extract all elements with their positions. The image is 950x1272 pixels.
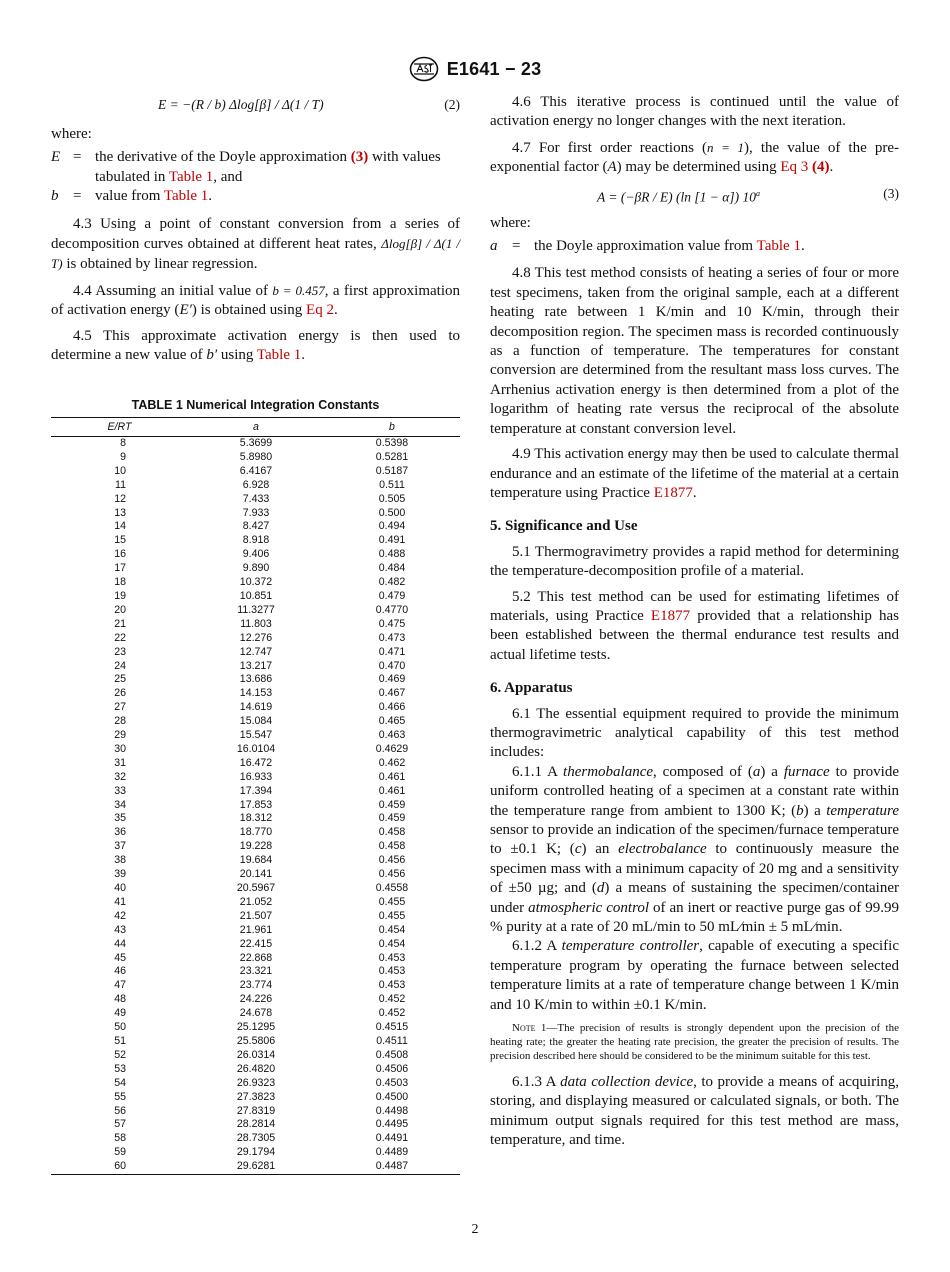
- table-row: [51, 604, 460, 618]
- table-row: [51, 465, 460, 479]
- cell-e-rt: 26: [114, 687, 126, 700]
- cell-e-rt: 46: [114, 965, 126, 978]
- cell-a: 27.3823: [236, 1090, 276, 1103]
- cell-a: 22.868: [239, 951, 273, 964]
- cell-b: 0.4506: [375, 1062, 409, 1075]
- cell-e-rt: 10: [114, 464, 126, 477]
- cell-a: 14.153: [239, 687, 273, 700]
- cell-b: 0.456: [378, 854, 406, 867]
- cell-e-rt: 17: [114, 562, 126, 575]
- cell-a: 26.0314: [236, 1048, 276, 1061]
- definition-text: with values tabulated in: [95, 149, 441, 185]
- cell-a: 20.141: [239, 868, 273, 881]
- cell-e-rt: 15: [114, 534, 126, 547]
- table-row: [51, 534, 460, 548]
- table-link[interactable]: Table 1: [256, 347, 302, 364]
- equation-2-formula: E = −(R / b) Δlog[β] / Δ(1 / T): [158, 97, 324, 112]
- cell-a: 11.803: [240, 617, 272, 630]
- cell-b: 0.453: [378, 951, 406, 964]
- cell-b: 0.4500: [375, 1090, 409, 1103]
- table-row: [51, 618, 460, 632]
- cell-e-rt: 40: [114, 882, 126, 894]
- table-row: [51, 1021, 460, 1035]
- reference-link[interactable]: (4): [812, 159, 830, 176]
- cell-a: 7.933: [242, 506, 270, 519]
- cell-a: 7.433: [242, 492, 270, 505]
- paragraph-4-5: 4.5 This approximate activation energy is then used to determine a new value of b′ using Table 1.: [51, 327, 460, 364]
- cell-e-rt: 27: [114, 701, 126, 714]
- cell-b: 0.462: [378, 756, 406, 769]
- cell-a: 16.933: [239, 770, 273, 783]
- cell-b: 0.470: [378, 659, 406, 672]
- page-header: [0, 56, 950, 82]
- cell-a: 9.890: [242, 562, 270, 575]
- table-row: [51, 1105, 460, 1119]
- cell-b: 0.452: [378, 993, 406, 1006]
- cell-a: 24.226: [239, 993, 273, 1006]
- cell-b: 0.4770: [375, 603, 409, 616]
- cell-e-rt: 34: [114, 798, 126, 811]
- cell-e-rt: 22: [114, 631, 126, 644]
- cell-e-rt: 43: [114, 923, 126, 936]
- cell-b: 0.467: [378, 687, 406, 700]
- table-row: [51, 590, 460, 604]
- cell-e-rt: 14: [114, 520, 126, 533]
- equation-2-number: (2): [444, 97, 460, 112]
- table-link[interactable]: Table 1: [163, 188, 209, 205]
- header-e-rt: E/RT: [51, 418, 188, 437]
- cell-a: 20.5967: [236, 882, 276, 894]
- table-row: [51, 1118, 460, 1132]
- paragraph-6-1-3: 6.1.3 A data collection device, to provide a means of acquiring, storing, and displaying measured or calculated signals, or both. The minimum output signals required for this test method are mass, temperature, and time.: [490, 1074, 900, 1149]
- table-row: [51, 562, 460, 576]
- cell-e-rt: 51: [114, 1034, 126, 1047]
- table-row: [51, 826, 460, 840]
- cell-e-rt: 48: [114, 993, 126, 1006]
- cell-e-rt: 25: [114, 673, 126, 686]
- cell-b: 0.4498: [375, 1104, 409, 1117]
- cell-b: 0.466: [378, 701, 406, 714]
- cell-a: 28.2814: [236, 1118, 276, 1131]
- cell-e-rt: 50: [114, 1021, 126, 1034]
- table-row: [51, 479, 460, 493]
- cell-e-rt: 11: [115, 478, 126, 491]
- cell-b: 0.4629: [375, 742, 409, 755]
- table-row: [51, 785, 460, 799]
- table-row: [51, 451, 460, 465]
- equation-3-formula: A = (−βR / E) (ln [1 − α]) 10$^a$: [597, 188, 761, 205]
- cell-a: 19.684: [239, 854, 273, 867]
- cell-e-rt: 58: [114, 1132, 126, 1145]
- cell-b: 0.454: [378, 937, 406, 950]
- cell-b: 0.511: [379, 478, 405, 491]
- cell-e-rt: 47: [114, 979, 126, 992]
- table-row: [51, 437, 460, 451]
- definition-symbol: a: [490, 238, 498, 255]
- cell-a: 5.3699: [239, 437, 273, 449]
- cell-e-rt: 31: [114, 756, 126, 769]
- table-row: [51, 646, 460, 660]
- cell-a: 22.415: [239, 937, 273, 950]
- cell-b: 0.5398: [375, 437, 409, 449]
- cell-b: 0.5281: [375, 450, 409, 463]
- table-row: [51, 882, 460, 896]
- cell-e-rt: 36: [114, 826, 126, 839]
- equation-3: [490, 184, 899, 206]
- cell-a: 16.0104: [236, 742, 276, 755]
- table-row: [51, 965, 460, 979]
- paragraph-6-1: 6.1 The essential equipment required to provide the minimum thermogravimetric analytical capability of this test method includes:: [490, 705, 899, 761]
- cell-a: 6.4167: [239, 464, 273, 477]
- paragraph-4-6: 4.6 This iterative process is continued until the value of activation energy no longer changes with the next iteration.: [490, 94, 899, 130]
- table-row: [51, 896, 460, 910]
- cell-a: 25.5806: [236, 1034, 276, 1047]
- paragraph-6-1-2: 6.1.2 A temperature controller, capable of executing a specific temperature program by operating the furnace between selected temperature limits at a rate of temperature change between 1 K/min and 10 K/min to within ±0.1 K/min.: [490, 938, 899, 1013]
- cell-e-rt: 29: [114, 729, 126, 742]
- definition-text: , and: [213, 168, 243, 185]
- page-number: 2: [471, 1222, 479, 1237]
- table-row: [51, 1063, 460, 1077]
- paragraph-4-7: 4.7 For first order reactions (n = 1), the value of the pre-exponential factor (A) may be determined using Eq 3 (4).: [490, 139, 899, 176]
- cell-b: 0.465: [378, 715, 406, 728]
- table-row: [51, 701, 460, 715]
- cell-e-rt: 42: [114, 909, 126, 922]
- paragraph-5-2: 5.2 This test method can be used for estimating lifetimes of materials, using Practice E1877 provided that a relationship has been established between the thermal endurance test results and actual lifetime tests.: [490, 588, 899, 663]
- cell-a: 23.321: [239, 965, 273, 978]
- cell-e-rt: 41: [114, 895, 126, 908]
- cell-e-rt: 12: [114, 492, 126, 505]
- cell-e-rt: 59: [114, 1146, 126, 1159]
- cell-a: 21.961: [239, 923, 273, 936]
- cell-b: 0.453: [378, 965, 406, 978]
- cell-a: 23.774: [239, 979, 273, 992]
- cell-b: 0.491: [378, 534, 406, 547]
- cell-e-rt: 20: [114, 603, 126, 616]
- cell-b: 0.4508: [375, 1048, 409, 1061]
- cell-a: 24.678: [239, 1007, 273, 1020]
- cell-a: 16.472: [239, 756, 273, 769]
- table-row: [51, 993, 460, 1007]
- standard-link[interactable]: E1877: [653, 484, 693, 501]
- definition-E: E = the derivative of the Doyle approximation (3) with values tabulated in Table 1, and: [51, 149, 441, 185]
- table-row: [51, 687, 460, 701]
- table-row: [51, 938, 460, 952]
- cell-a: 28.7305: [236, 1132, 276, 1145]
- cell-a: 10.372: [239, 576, 273, 589]
- cell-e-rt: 60: [51, 1160, 188, 1174]
- cell-e-rt: 44: [114, 937, 126, 950]
- table-row: [51, 910, 460, 924]
- cell-b: 0.473: [378, 631, 406, 644]
- cell-e-rt: 9: [120, 450, 126, 463]
- definition-b: b = value from Table 1.: [51, 187, 460, 206]
- cell-e-rt: 30: [114, 742, 126, 755]
- cell-b: 0.4489: [375, 1146, 409, 1159]
- cell-a: 17.853: [239, 798, 273, 811]
- cell-e-rt: 23: [114, 645, 126, 658]
- cell-b: 0.5187: [375, 464, 409, 477]
- paragraph-4-3: 4.3 Using a point of constant conversion from a series of decomposition curves obtained at different heat rates, Δlog[β] / Δ(1 / T) is obtained by linear regression.: [51, 215, 460, 273]
- cell-a: 5.8980: [239, 450, 273, 463]
- section-5-heading: 5. Significance and Use: [490, 518, 638, 535]
- cell-e-rt: 54: [114, 1076, 126, 1089]
- document-id: E1641 − 23: [446, 58, 542, 79]
- cell-e-rt: 55: [114, 1090, 126, 1103]
- definition-symbol: b: [51, 188, 59, 205]
- equation-link[interactable]: Eq 3: [780, 159, 809, 176]
- table-row: [51, 979, 460, 993]
- cell-b: 0.479: [378, 589, 406, 602]
- cell-e-rt: 45: [114, 951, 126, 964]
- astm-logo-icon: [409, 56, 439, 82]
- cell-e-rt: 53: [114, 1062, 126, 1075]
- cell-e-rt: 37: [114, 840, 126, 853]
- cell-b: 0.4511: [376, 1034, 408, 1047]
- table-row: [51, 632, 460, 646]
- right-column: [490, 93, 899, 1157]
- table-row: [51, 660, 460, 674]
- cell-a: 27.8319: [236, 1104, 276, 1117]
- cell-e-rt: 13: [114, 506, 126, 519]
- table-row: [51, 673, 460, 687]
- cell-e-rt: 33: [114, 784, 126, 797]
- cell-b: 0.488: [378, 548, 406, 561]
- table-row: [51, 1049, 460, 1063]
- cell-b: 0.469: [378, 673, 406, 686]
- standard-link[interactable]: E1877: [650, 607, 691, 624]
- cell-a: 12.276: [239, 631, 273, 644]
- cell-e-rt: 35: [114, 812, 126, 825]
- definition-text: .: [208, 188, 212, 205]
- cell-b: 0.4515: [375, 1021, 409, 1034]
- cell-b: 0.4503: [375, 1076, 409, 1089]
- equation-3-number: (3): [883, 185, 899, 201]
- header-a: a: [188, 418, 324, 437]
- table-row: [51, 715, 460, 729]
- paragraph-5-1: 5.1 Thermogravimetry provides a rapid method for determining the temperature-decomposition profile of a material.: [490, 543, 899, 580]
- table-row: [51, 1091, 460, 1105]
- cell-e-rt: 32: [114, 770, 126, 783]
- paragraph-6-1-1: 6.1.1 A thermobalance, composed of (a) a furnace to provide uniform controlled heating of a specimen at a constant rate within the temperature range from ambient to 1300 K; (b) a temperature sensor to provide an indication of the specimen/furnace temperature to ±0.1 K; (c) an electrobalance to continuously measure the specimen mass with a minimum capacity of 20 mg and a sensitivity of ±50 µg; and (d) a means of sustaining the specimen/container under atmospheric control of an inert or reactive purge gas of 99.99 % purity at a rate of 20 mL/min to 50 mL⁄min ± 5 mL⁄min.: [490, 763, 899, 936]
- cell-a: 25.1295: [236, 1021, 276, 1034]
- cell-a: 6.928: [242, 478, 270, 491]
- note-1: Note 1—The precision of results is strongly dependent upon the precision of the heating rate; the greater the heating rate precision, the greater the precision of results. The precision described here should be considered to be the minimum suitable for this test.: [490, 1022, 899, 1063]
- table-row: [51, 507, 460, 521]
- table-row: [51, 924, 460, 938]
- equation-link[interactable]: Eq 2: [306, 302, 334, 319]
- table-link[interactable]: Table 1: [756, 238, 801, 255]
- cell-a: 21.052: [239, 895, 273, 908]
- table-row: [51, 1146, 460, 1160]
- table-row: [51, 1007, 460, 1021]
- where-label: where:: [51, 126, 92, 142]
- definition-text: value from: [95, 188, 164, 205]
- table-row: [51, 840, 460, 854]
- cell-b: 0.471: [378, 645, 406, 658]
- cell-a: 17.394: [239, 784, 273, 797]
- paragraph-4-4: 4.4 Assuming an initial value of b = 0.457, a first approximation of activation energy (E′) is obtained using Eq 2.: [51, 282, 460, 319]
- table-row: [51, 729, 460, 743]
- cell-b: 0.461: [378, 770, 406, 783]
- cell-b: 0.454: [378, 923, 406, 936]
- table-link[interactable]: Table 1: [168, 168, 214, 185]
- cell-e-rt: 49: [114, 1007, 126, 1020]
- where-label: where:: [490, 214, 531, 231]
- cell-b: 0.4495: [375, 1118, 409, 1131]
- section-6-heading: 6. Apparatus: [490, 680, 573, 697]
- table-row: [51, 952, 460, 966]
- cell-a: 18.312: [239, 812, 273, 825]
- cell-b: 0.4487: [324, 1160, 460, 1174]
- cell-a: 29.1794: [236, 1146, 276, 1159]
- table-row: [51, 868, 460, 882]
- table-row: [51, 576, 460, 590]
- cell-b: 0.500: [378, 506, 406, 519]
- definition-symbol: E: [51, 149, 61, 166]
- table-row: [51, 493, 460, 507]
- cell-e-rt: 18: [114, 576, 126, 589]
- cell-e-rt: 21: [114, 617, 126, 630]
- definition-a: a = the Doyle approximation value from Table 1.: [490, 237, 899, 256]
- table-row: [51, 812, 460, 826]
- cell-b: 0.455: [378, 895, 406, 908]
- table-row: [51, 520, 460, 534]
- header-b: b: [324, 418, 460, 437]
- cell-a: 10.851: [239, 589, 273, 602]
- cell-e-rt: 16: [114, 548, 126, 561]
- definition-text: the derivative of the Doyle approximation: [95, 149, 351, 166]
- cell-a: 13.217: [239, 659, 273, 672]
- cell-a: 12.747: [239, 645, 273, 658]
- table-row: [51, 1035, 460, 1049]
- cell-b: 0.456: [378, 868, 406, 881]
- cell-a: 9.406: [242, 548, 270, 561]
- cell-e-rt: 24: [114, 659, 126, 672]
- cell-a: 21.507: [239, 909, 273, 922]
- table-row: [51, 743, 460, 757]
- table-row: [51, 1077, 460, 1091]
- cell-a: 13.686: [239, 673, 273, 686]
- cell-b: 0.505: [378, 492, 406, 505]
- cell-a: 18.770: [239, 826, 273, 839]
- note-label: Note 1: [512, 1022, 547, 1035]
- paragraph-4-9: 4.9 This activation energy may then be used to calculate thermal endurance and an estimate of the lifetime of the material at a certain temperature using Practice E1877.: [490, 446, 899, 501]
- table-row: [51, 799, 460, 813]
- table-row: [51, 757, 460, 771]
- cell-b: 0.458: [378, 826, 406, 839]
- equation-2: [51, 95, 460, 117]
- cell-b: 0.459: [378, 812, 406, 825]
- cell-b: 0.4558: [375, 882, 409, 894]
- cell-a: 14.619: [239, 701, 273, 714]
- cell-a: 8.427: [242, 520, 270, 533]
- cell-a: 15.084: [239, 715, 273, 728]
- cell-a: 26.4820: [236, 1062, 276, 1075]
- cell-b: 0.452: [378, 1007, 406, 1020]
- cell-b: 0.453: [378, 979, 406, 992]
- table-row: [51, 1132, 460, 1146]
- cell-a: 26.9323: [236, 1076, 276, 1089]
- cell-b: 0.4491: [375, 1132, 409, 1145]
- cell-b: 0.455: [378, 909, 406, 922]
- integration-constants-table: [51, 417, 460, 1175]
- cell-b: 0.475: [378, 617, 406, 630]
- cell-b: 0.461: [378, 784, 406, 797]
- cell-b: 0.484: [378, 562, 406, 575]
- table-row: [51, 771, 460, 785]
- cell-a: 8.918: [242, 534, 270, 547]
- table-row: [51, 1160, 460, 1174]
- cell-b: 0.482: [378, 576, 406, 589]
- cell-e-rt: 8: [120, 437, 126, 449]
- table-row: [51, 854, 460, 868]
- left-column: [51, 93, 460, 371]
- cell-e-rt: 57: [114, 1118, 126, 1131]
- cell-b: 0.458: [378, 840, 406, 853]
- cell-e-rt: 39: [114, 868, 126, 881]
- reference-link[interactable]: (3): [350, 149, 369, 166]
- cell-e-rt: 28: [114, 715, 126, 728]
- table-header-row: [51, 418, 460, 437]
- cell-a: 11.3277: [237, 603, 275, 616]
- cell-b: 0.463: [378, 729, 406, 742]
- cell-e-rt: 52: [114, 1048, 126, 1061]
- paragraph-4-8: 4.8 This test method consists of heating a series of four or more test specimens, taken from the original sample, each at a different heating rate between 1 K/min and 10 K/min, through their decomposition region. The specimen mass is recorded continuously as a function of temperature. The temperatures for constant conversion are determined from the resultant mass loss curves. The Arrhenius activation energy is then determined from a plot of the logarithm of heating rate versus the reciprocal of the absolute temperature at constant conversion level.: [490, 265, 899, 437]
- cell-b: 0.494: [378, 520, 406, 533]
- cell-e-rt: 19: [114, 589, 126, 602]
- cell-a: 29.6281: [188, 1160, 324, 1174]
- cell-b: 0.459: [378, 798, 406, 811]
- table-title: TABLE 1 Numerical Integration Constants: [131, 398, 380, 412]
- cell-a: 15.547: [239, 729, 273, 742]
- table-row: [51, 548, 460, 562]
- cell-e-rt: 38: [114, 854, 126, 867]
- cell-a: 19.228: [239, 840, 273, 853]
- cell-e-rt: 56: [114, 1104, 126, 1117]
